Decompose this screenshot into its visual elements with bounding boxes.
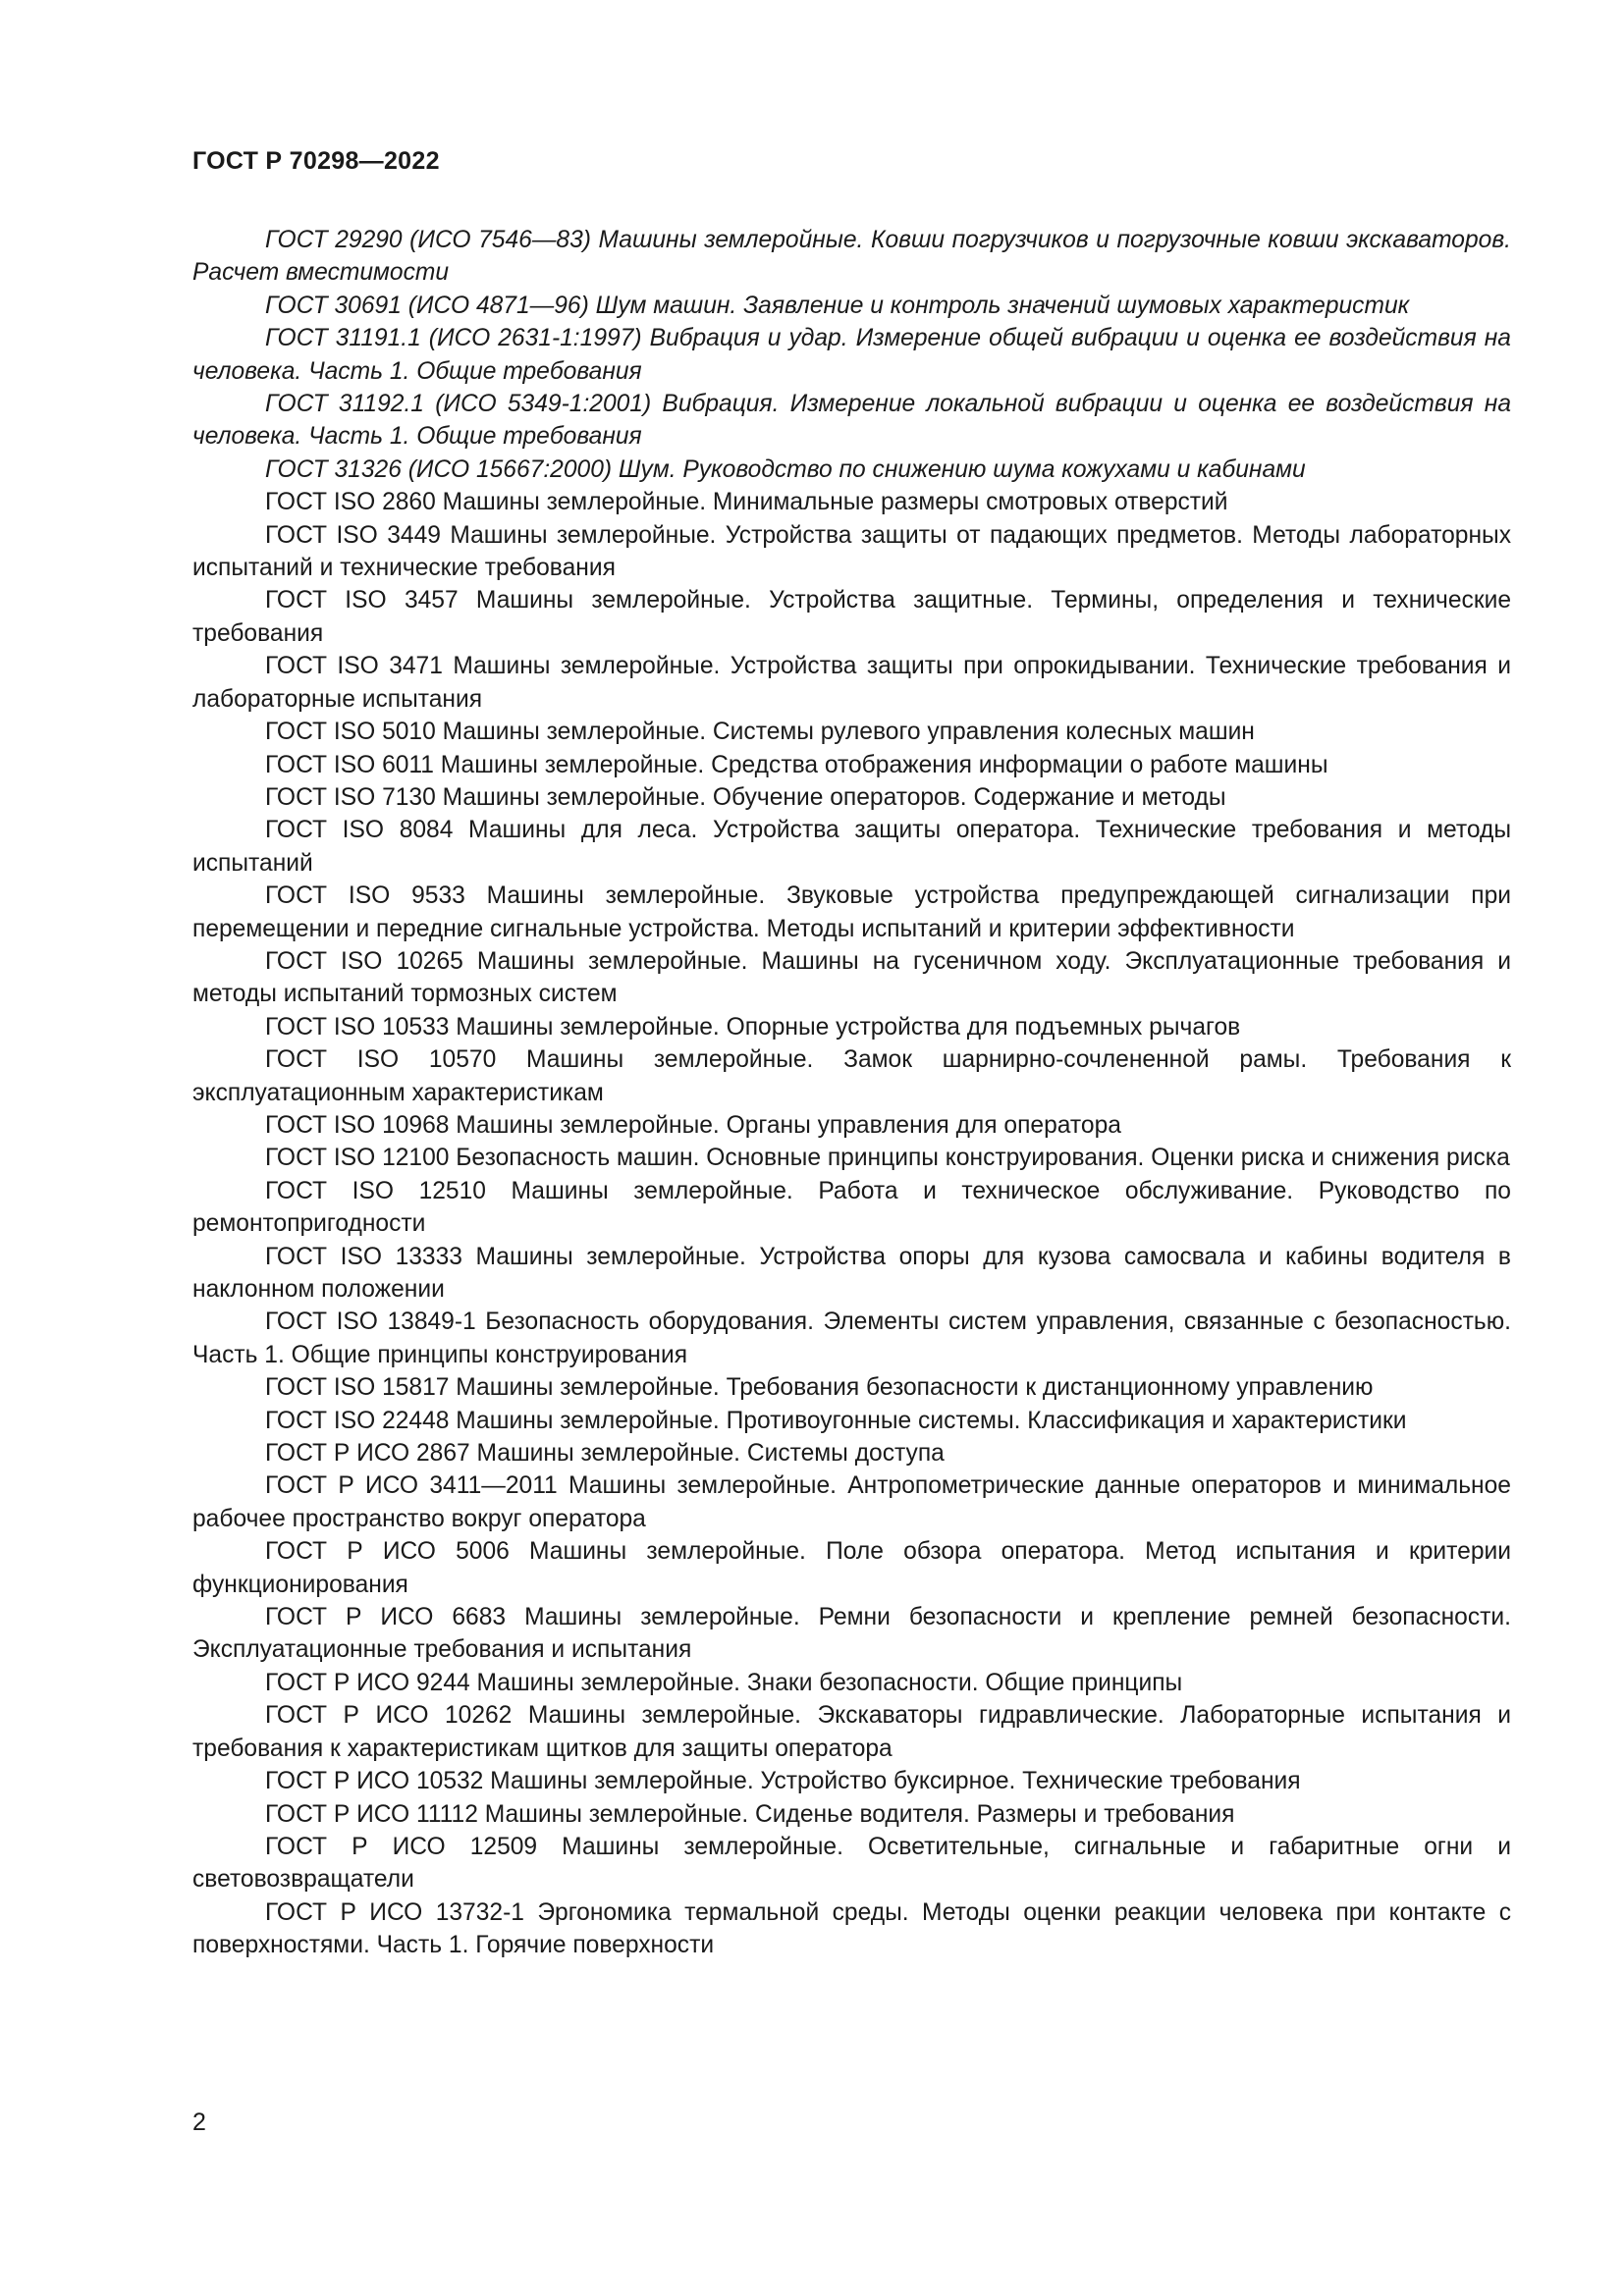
reference-item: ГОСТ Р ИСО 5006 Машины землеройные. Поле обзора оператора. Метод испытания и критерии функционирования [192,1538,1511,1598]
reference-item: ГОСТ Р ИСО 12509 Машины землеройные. Осветительные, сигнальные и габаритные огни и световозвращатели [192,1833,1511,1894]
reference-item: ГОСТ ISO 10570 Машины землеройные. Замок шарнирно-сочлененной рамы. Требования к эксплуатационным характеристикам [192,1046,1511,1106]
reference-item: ГОСТ ISO 6011 Машины землеройные. Средства отображения информации о работе машины [265,751,1328,778]
reference-item: ГОСТ ISO 13333 Машины землеройные. Устройства опоры для кузова самосвала и кабины водителя в наклонном положении [192,1243,1511,1303]
reference-item: ГОСТ Р ИСО 13732-1 Эргономика термальной среды. Методы оценки реакции человека при контакте с поверхностями. Часть 1. Горячие поверхности [192,1898,1511,1959]
reference-item: ГОСТ Р ИСО 10532 Машины землеройные. Устройство буксирное. Технические требования [265,1768,1301,1795]
reference-item: ГОСТ Р ИСО 3411—2011 Машины землеройные. Антропометрические данные операторов и минимальное рабочее пространство вокруг оператора [192,1472,1511,1532]
reference-item: ГОСТ Р ИСО 10262 Машины землеройные. Экскаваторы гидравлические. Лабораторные испытания и требования к характеристикам щитков для защиты оператора [192,1702,1511,1762]
reference-item: ГОСТ 31192.1 (ИСО 5349-1:2001) Вибрация. Измерение локальной вибрации и оценка ее воздействия на человека. Часть 1. Общие требования [192,391,1511,451]
reference-item: ГОСТ ISO 13849-1 Безопасность оборудования. Элементы систем управления, связанные с безопасностью. Часть 1. Общие принципы конструирования [192,1308,1511,1368]
reference-item: ГОСТ ISO 3457 Машины землеройные. Устройства защитные. Термины, определения и технические требования [192,587,1511,647]
reference-item: ГОСТ ISO 12100 Безопасность машин. Основные принципы конструирования. Оценки риска и снижения риска [265,1145,1510,1172]
reference-item: ГОСТ Р ИСО 9244 Машины землеройные. Знаки безопасности. Общие принципы [265,1669,1183,1696]
reference-list [192,224,1511,1962]
reference-item: ГОСТ 30691 (ИСО 4871—96) Шум машин. Заявление и контроль значений шумовых характеристик [265,292,1410,319]
reference-item: ГОСТ ISO 12510 Машины землеройные. Работа и техническое обслуживание. Руководство по ремонтопригодности [192,1177,1511,1238]
reference-item: ГОСТ ISO 3471 Машины землеройные. Устройства защиты при опрокидывании. Технические требования и лабораторные испытания [192,653,1511,713]
reference-item: ГОСТ ISO 8084 Машины для леса. Устройства защиты оператора. Технические требования и методы испытаний [192,817,1511,877]
reference-item: ГОСТ Р ИСО 11112 Машины землеройные. Сиденье водителя. Размеры и требования [265,1800,1235,1828]
reference-item: ГОСТ ISO 10533 Машины землеройные. Опорные устройства для подъемных рычагов [265,1013,1241,1041]
reference-item: ГОСТ ISO 2860 Машины землеройные. Минимальные размеры смотровых отверстий [265,489,1228,516]
reference-item: ГОСТ 31191.1 (ИСО 2631-1:1997) Вибрация и удар. Измерение общей вибрации и оценка ее воздействия на человека. Часть 1. Общие требования [192,325,1511,385]
reference-item: ГОСТ 31326 (ИСО 15667:2000) Шум. Руководство по снижению шума кожухами и кабинами [265,455,1306,483]
document-header: ГОСТ Р 70298—2022 [192,147,440,175]
reference-item: ГОСТ ISO 10265 Машины землеройные. Машины на гусеничном ходу. Эксплуатационные требования и методы испытаний тормозных систем [192,947,1511,1008]
reference-item: ГОСТ ISO 22448 Машины землеройные. Противоугонные системы. Классификация и характеристики [265,1407,1407,1434]
reference-item: ГОСТ ISO 15817 Машины землеройные. Требования безопасности к дистанционному управлению [265,1374,1374,1402]
reference-item: ГОСТ ISO 7130 Машины землеройные. Обучение операторов. Содержание и методы [265,783,1226,811]
reference-item: ГОСТ ISO 10968 Машины землеройные. Органы управления для оператора [265,1111,1121,1139]
reference-item: ГОСТ ISO 5010 Машины землеройные. Системы рулевого управления колесных машин [265,719,1255,746]
reference-item: ГОСТ ISO 9533 Машины землеройные. Звуковые устройства предупреждающей сигнализации при перемещении и передние сигнальные устройства. Методы испытаний и критерии эффективности [192,882,1511,942]
reference-item: ГОСТ ISO 3449 Машины землеройные. Устройства защиты от падающих предметов. Методы лабораторных испытаний и технические требования [192,521,1511,582]
reference-item: ГОСТ 29290 (ИСО 7546—83) Машины землеройные. Ковши погрузчиков и погрузочные ковши экскаваторов. Расчет вместимости [192,227,1511,287]
reference-item: ГОСТ Р ИСО 2867 Машины землеройные. Системы доступа [265,1440,945,1468]
reference-item: ГОСТ Р ИСО 6683 Машины землеройные. Ремни безопасности и крепление ремней безопасности. Эксплуатационные требования и испытания [192,1604,1511,1664]
page-number: 2 [192,2109,206,2136]
